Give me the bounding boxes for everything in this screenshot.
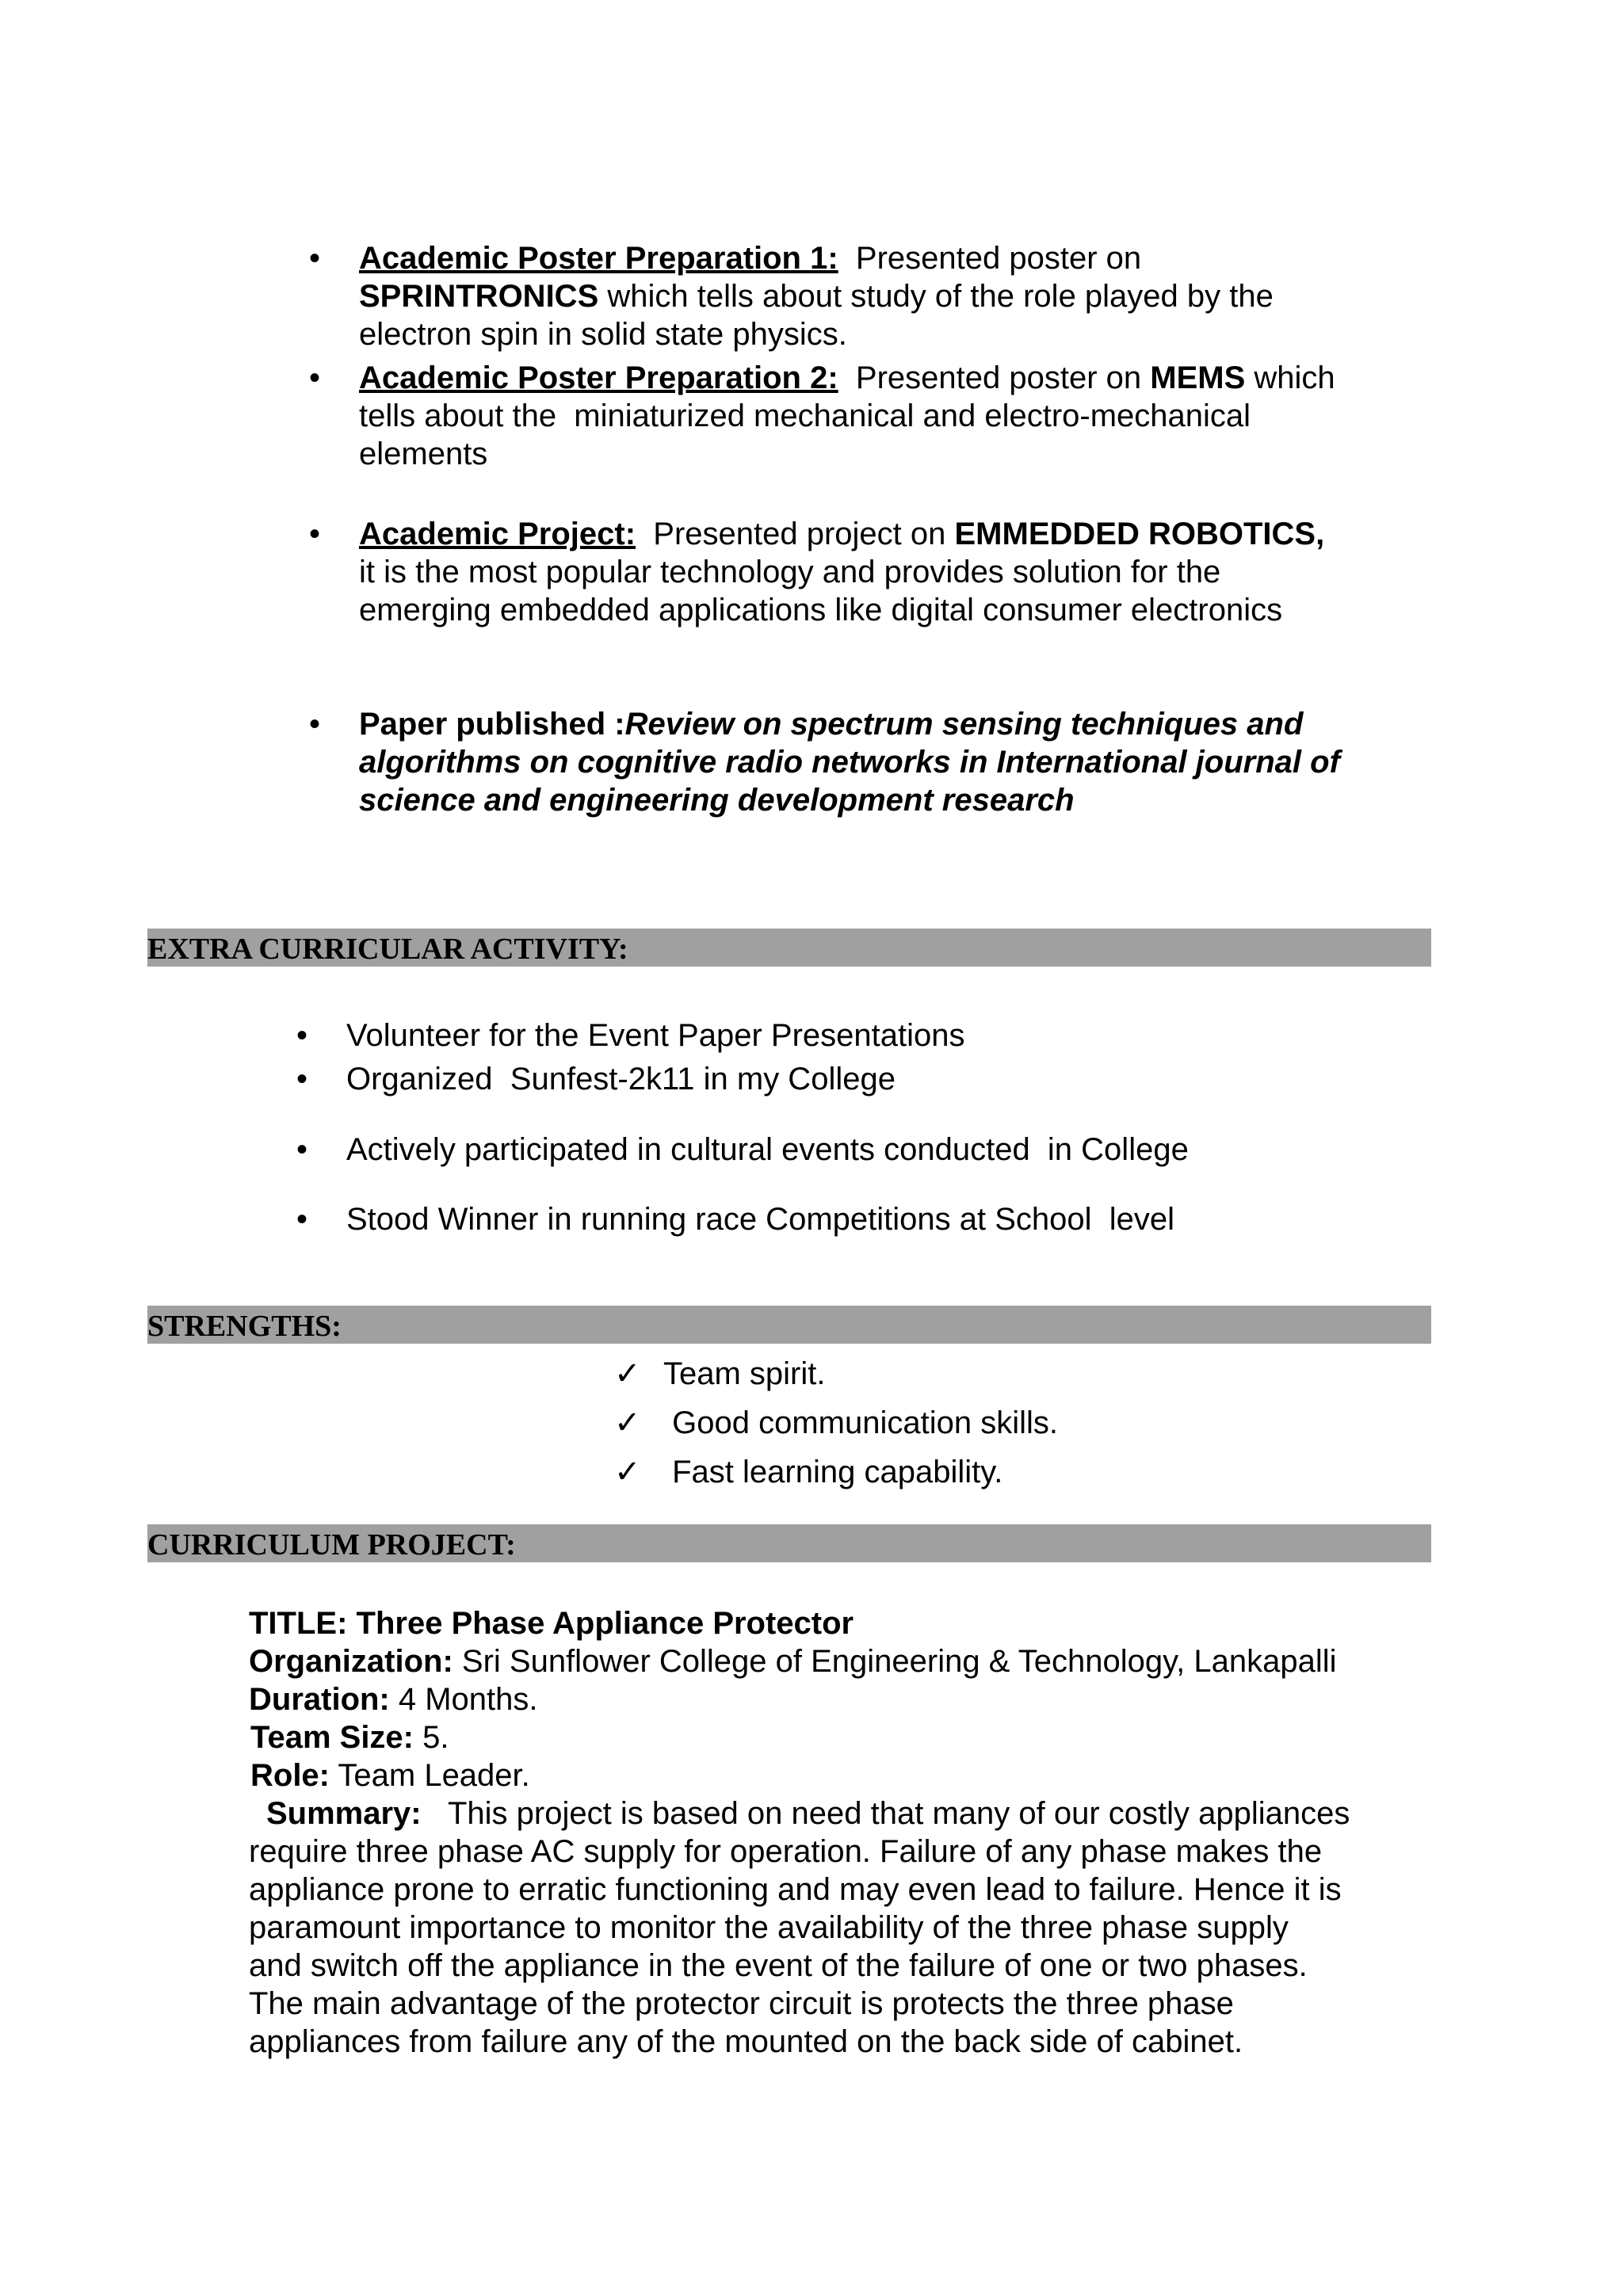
checkmark-icon: ✓: [614, 1356, 641, 1392]
academic-label: Academic Poster Preparation 1:: [359, 241, 838, 276]
bullet-icon: •: [309, 517, 321, 551]
list-item: Good communication skills.: [663, 1405, 1058, 1440]
section-heading-curriculum-project: CURRICULUM PROJECT:: [147, 1524, 1431, 1562]
list-item: Team spirit.: [663, 1356, 826, 1391]
bullet-icon: •: [296, 1018, 308, 1053]
project-team-size: Team Size: 5.: [250, 1720, 449, 1755]
section-heading-extra-curricular: EXTRA CURRICULAR ACTIVITY:: [147, 929, 1431, 967]
bullet-icon: •: [296, 1132, 308, 1167]
project-summary-line: paramount importance to monitor the availability of the three phase supply: [249, 1910, 1289, 1945]
project-summary-line: The main advantage of the protector circuit is protects the three phase: [249, 1986, 1234, 2021]
project-duration: Duration: 4 Months.: [249, 1682, 538, 1717]
project-summary-line: require three phase AC supply for operation. Failure of any phase makes the: [249, 1834, 1323, 1869]
project-summary-line: and switch off the appliance in the event of the failure of one or two phases.: [249, 1948, 1308, 1983]
list-item: Actively participated in cultural events conducted in College: [346, 1132, 1189, 1167]
list-item: Stood Winner in running race Competitions at School level: [346, 1202, 1174, 1237]
project-summary-first-line: Summary: This project is based on need that many of our costly appliances: [266, 1796, 1350, 1831]
project-title: TITLE: Three Phase Appliance Protector: [249, 1606, 854, 1641]
bullet-icon: •: [309, 360, 321, 395]
project-summary-line: appliances from failure any of the mounted on the back side of cabinet.: [249, 2024, 1243, 2059]
list-item: Organized Sunfest-2k11 in my College: [346, 1062, 896, 1097]
academic-label: Academic Project:: [359, 517, 636, 551]
bullet-icon: •: [296, 1062, 308, 1097]
project-summary-line: appliance prone to erratic functioning and may even lead to failure. Hence it is: [249, 1872, 1342, 1907]
checkmark-icon: ✓: [614, 1405, 641, 1441]
academic-item-3: Academic Project: Presented project on EMMEDDED ROBOTICS, it is the most popular technology and provides solution for the emerging embedded applications like digital consumer electronics: [359, 517, 1325, 627]
academic-item-1: Academic Poster Preparation 1: Presented poster on SPRINTRONICS which tells about study of the role played by the electron spin in solid state physics.: [359, 241, 1274, 352]
academic-label: Academic Poster Preparation 2:: [359, 360, 838, 395]
project-organization: Organization: Sri Sunflower College of Engineering & Technology, Lankapalli: [249, 1644, 1337, 1679]
project-role: Role: Team Leader.: [250, 1758, 530, 1793]
academic-item-2: Academic Poster Preparation 2: Presented poster on MEMS which tells about the miniaturized mechanical and electro-mechanical elements: [359, 360, 1335, 471]
checkmark-icon: ✓: [614, 1454, 641, 1490]
paper-published: Paper published :Review on spectrum sensing techniques and algorithms on cognitive radio networks in International journal of science and engineering development research: [359, 707, 1340, 818]
bullet-icon: •: [309, 241, 321, 276]
bullet-icon: •: [296, 1202, 308, 1237]
list-item: Fast learning capability.: [663, 1455, 1003, 1489]
paper-label: Paper published :: [359, 707, 625, 742]
list-item: Volunteer for the Event Paper Presentations: [346, 1018, 965, 1053]
section-heading-strengths: STRENGTHS:: [147, 1306, 1431, 1344]
bullet-icon: •: [309, 707, 321, 742]
